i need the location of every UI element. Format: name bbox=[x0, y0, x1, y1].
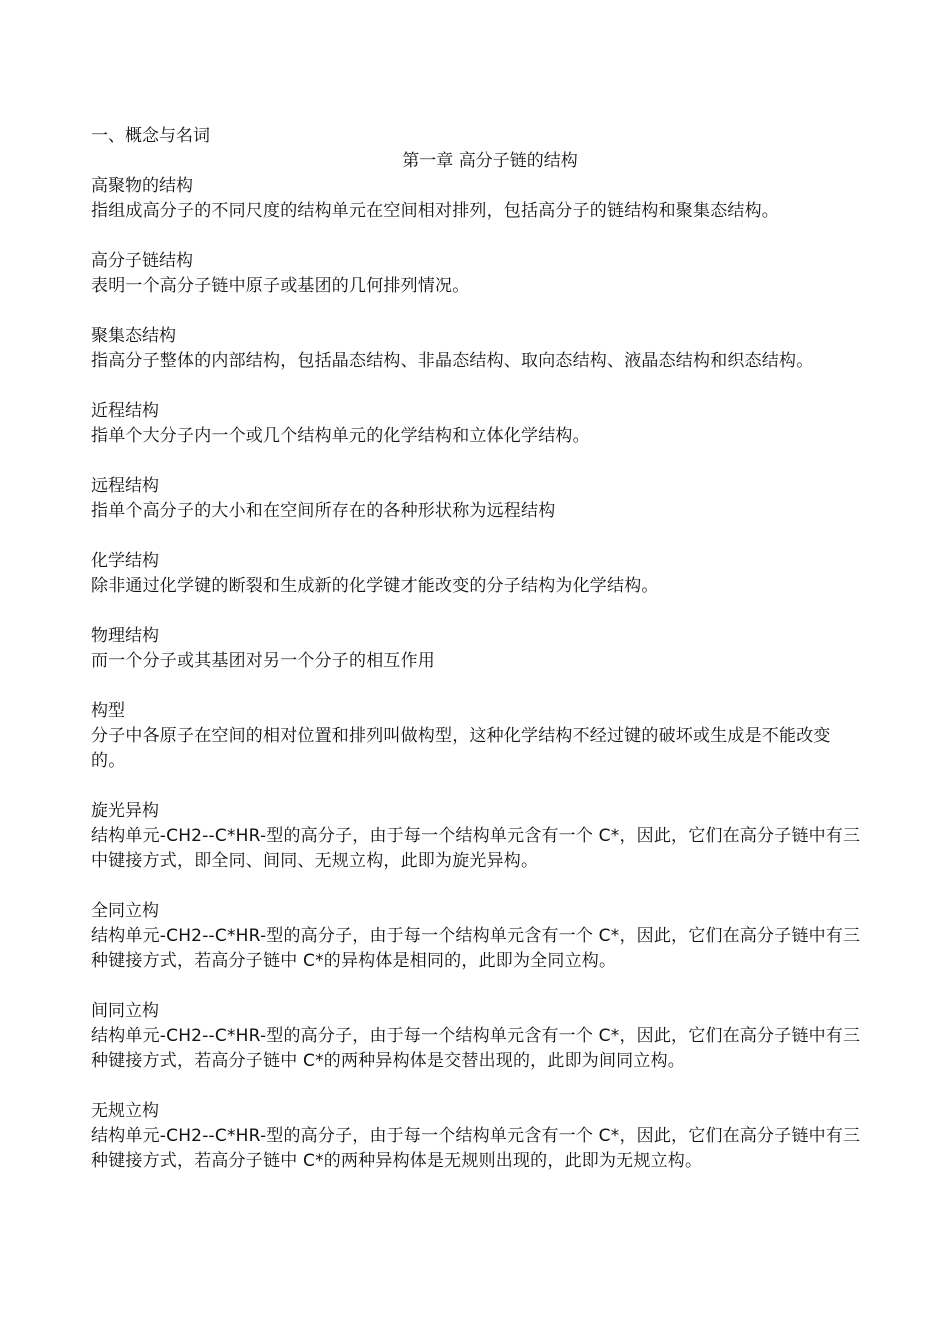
glossary-term: 旋光异构 bbox=[91, 801, 159, 821]
glossary-term: 间同立构 bbox=[91, 1001, 159, 1021]
glossary-definition: 结构单元-CH2--C*HR-型的高分子，由于每一个结构单元含有一个 C*，因此，它们在高分子链中有三种键接方式，若高分子链中 C*的异构体是相同的，此即为全同立构。 bbox=[91, 926, 861, 971]
glossary-definition: 指组成高分子的不同尺度的结构单元在空间相对排列，包括高分子的链结构和聚集态结构。 bbox=[91, 201, 779, 221]
glossary-definition: 指单个高分子的大小和在空间所存在的各种形状称为远程结构 bbox=[91, 501, 556, 521]
glossary-entry bbox=[91, 899, 863, 974]
glossary-definition: 分子中各原子在空间的相对位置和排列叫做构型，这种化学结构不经过键的破坏或生成是不能改变的。 bbox=[91, 726, 831, 771]
glossary-definition: 除非通过化学键的断裂和生成新的化学键才能改变的分子结构为化学结构。 bbox=[91, 576, 659, 596]
glossary-entry bbox=[91, 249, 863, 299]
glossary-entry bbox=[91, 549, 863, 599]
glossary-entry bbox=[91, 699, 863, 774]
glossary-entry bbox=[91, 1099, 863, 1174]
glossary-term: 物理结构 bbox=[91, 626, 159, 646]
section-heading: 一、概念与名词 bbox=[91, 126, 210, 146]
glossary-entry bbox=[91, 174, 863, 224]
glossary-definition: 表明一个高分子链中原子或基团的几何排列情况。 bbox=[91, 276, 470, 296]
glossary-definition: 指高分子整体的内部结构，包括晶态结构、非晶态结构、取向态结构、液晶态结构和织态结构。 bbox=[91, 351, 814, 371]
glossary-entry bbox=[91, 799, 863, 874]
glossary-term: 全同立构 bbox=[91, 901, 159, 921]
glossary-entry bbox=[91, 999, 863, 1074]
glossary-definition: 结构单元-CH2--C*HR-型的高分子，由于每一个结构单元含有一个 C*，因此，它们在高分子链中有三种键接方式，若高分子链中 C*的两种异构体是交替出现的，此即为间同立构。 bbox=[91, 1026, 861, 1071]
glossary-term: 高分子链结构 bbox=[91, 251, 193, 271]
glossary-term: 化学结构 bbox=[91, 551, 159, 571]
glossary-definition: 结构单元-CH2--C*HR-型的高分子，由于每一个结构单元含有一个 C*，因此，它们在高分子链中有三种键接方式，若高分子链中 C*的两种异构体是无规则出现的，此即为无规立构。 bbox=[91, 1126, 861, 1171]
glossary-term: 远程结构 bbox=[91, 476, 159, 496]
glossary-term: 高聚物的结构 bbox=[91, 176, 193, 196]
glossary-entry bbox=[91, 324, 863, 374]
document-page bbox=[91, 124, 863, 1199]
glossary-list bbox=[91, 174, 863, 1174]
chapter-title: 第一章 高分子链的结构 bbox=[402, 151, 578, 171]
glossary-entry bbox=[91, 399, 863, 449]
glossary-term: 构型 bbox=[91, 701, 125, 721]
glossary-term: 聚集态结构 bbox=[91, 326, 176, 346]
glossary-definition: 指单个大分子内一个或几个结构单元的化学结构和立体化学结构。 bbox=[91, 426, 590, 446]
glossary-term: 近程结构 bbox=[91, 401, 159, 421]
glossary-entry bbox=[91, 624, 863, 674]
glossary-definition: 而一个分子或其基团对另一个分子的相互作用 bbox=[91, 651, 435, 671]
glossary-term: 无规立构 bbox=[91, 1101, 159, 1121]
glossary-entry bbox=[91, 474, 863, 524]
glossary-definition: 结构单元-CH2--C*HR-型的高分子，由于每一个结构单元含有一个 C*，因此，它们在高分子链中有三中键接方式，即全同、间同、无规立构，此即为旋光异构。 bbox=[91, 826, 861, 871]
